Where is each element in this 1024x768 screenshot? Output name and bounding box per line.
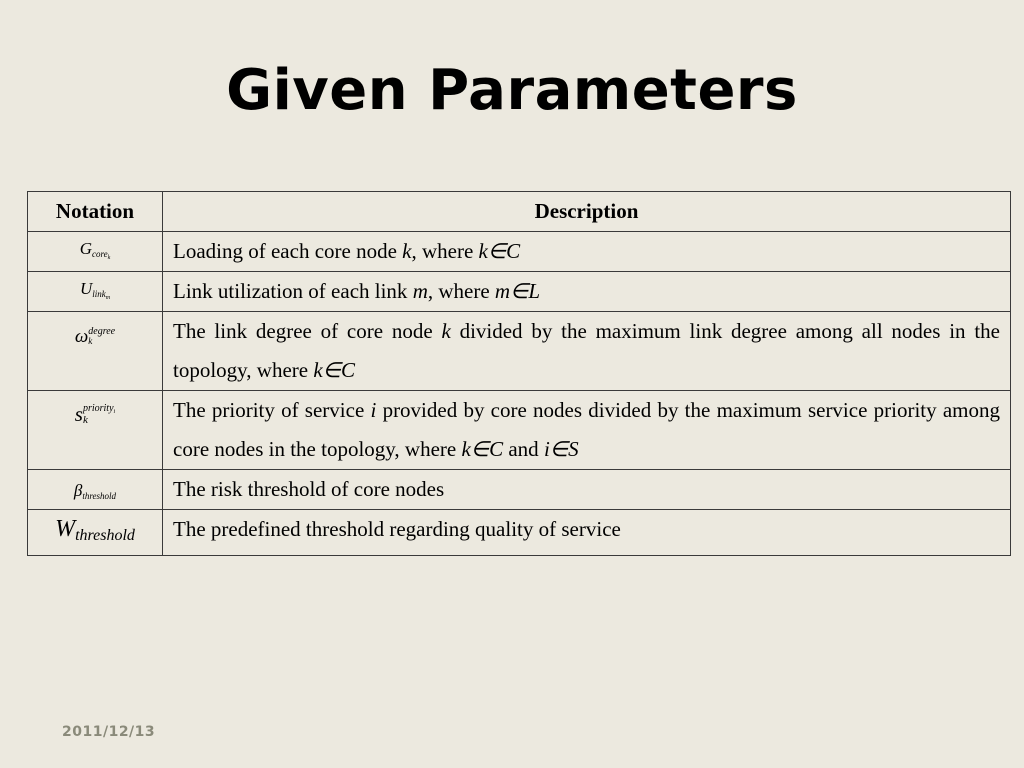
notation-symbol: $G_{core_k}$ <box>79 239 111 261</box>
parameters-table <box>27 191 1011 556</box>
description-cell: The predefined threshold regarding quality of service <box>163 510 1011 556</box>
description-cell: The link degree of core node k divided by the maximum link degree among all nodes in the topology, where k∈C <box>163 312 1011 391</box>
table-row <box>28 510 1011 556</box>
table-row <box>28 232 1011 272</box>
description-cell: Link utilization of each link m, where m∈L <box>163 272 1011 312</box>
notation-symbol: Wthreshold <box>55 516 135 544</box>
description-cell: Loading of each core node k, where k∈C <box>163 232 1011 272</box>
table-row <box>28 391 1011 470</box>
table-row <box>28 312 1011 391</box>
notation-symbol: ω degree k <box>74 326 116 347</box>
footer-date: 2011/12/13 <box>62 724 156 740</box>
notation-cell <box>28 510 163 556</box>
notation-cell <box>28 232 163 272</box>
table-row <box>28 272 1011 312</box>
notation-cell <box>28 470 163 510</box>
notation-cell <box>28 312 163 391</box>
notation-symbol: s priority$_i$ k <box>74 402 116 426</box>
notation-symbol: $U_{link_m}$ <box>79 279 111 301</box>
description-cell: The risk threshold of core nodes <box>163 470 1011 510</box>
table-row <box>28 470 1011 510</box>
notation-cell <box>28 272 163 312</box>
header-description: Description <box>163 192 1011 232</box>
slide-title: Given Parameters <box>226 58 798 123</box>
description-cell: The priority of service i provided by core nodes divided by the maximum service priority among core nodes in the topology, where k∈C and i∈S <box>163 391 1011 470</box>
table-header-row <box>28 192 1011 232</box>
notation-symbol: $\beta_{threshold}$ <box>73 481 117 501</box>
header-notation: Notation <box>28 192 163 232</box>
notation-cell <box>28 391 163 470</box>
